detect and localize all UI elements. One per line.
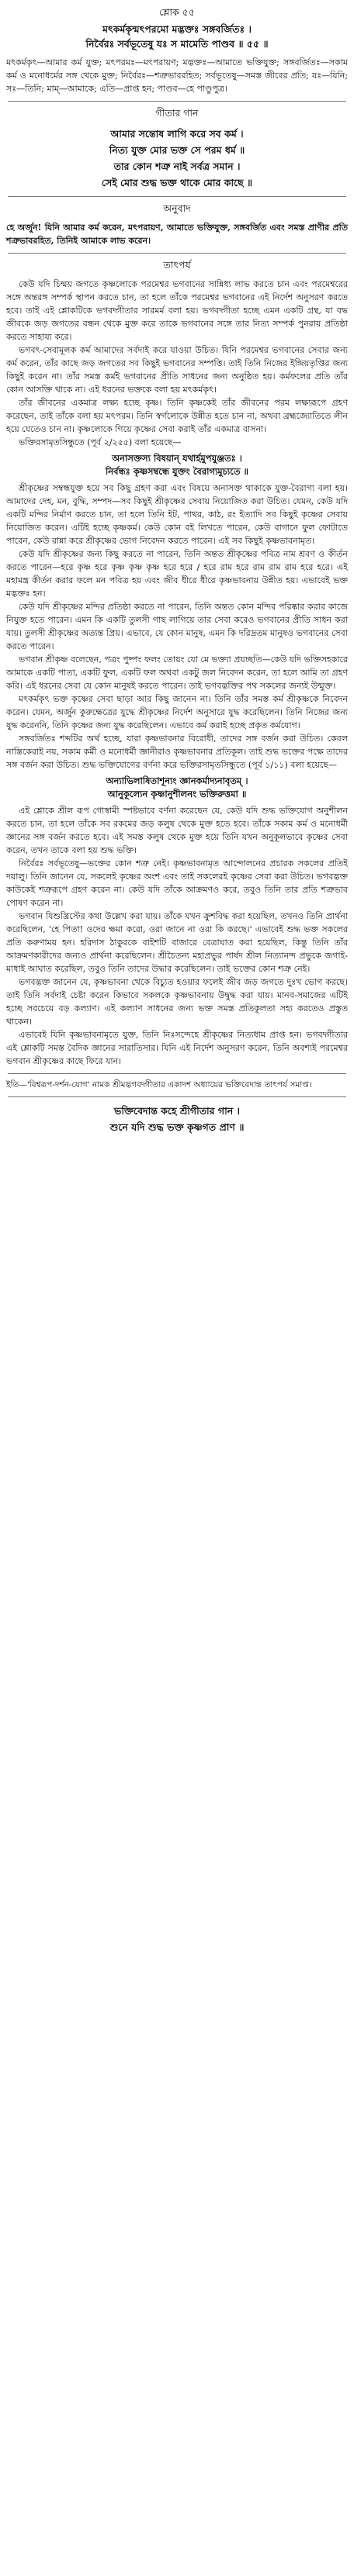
translation-text: হে অর্জুন! যিনি আমার কর্ম করেন, মৎপরায়ণ, আমাতে ভক্তিযুক্ত, সঙ্গবর্জিত এবং সমস্ত প্রাণীর প্রতি শত্রুভাবরহিত, তিনিই আমাকে লাভ করেন। (6, 223, 348, 246)
song-verse (6, 126, 348, 191)
purport-heading: তাৎপর্য (163, 259, 191, 271)
purport-paragraph: ভগবান শ্রীকৃষ্ণ বলেছেন, পত্রং পুষ্পং ফলং তোয়ং যো মে ভক্ত্যা প্রযচ্ছতি—কেউ যদি ভক্তিসহকারে আমাকে একটি পাতা, একটি ফুল, একটি ফল অথবা একটু জল নিবেদন করেন, তা হলে আমি তা গ্রহণ করি। এই ধরনের সেবা যে কোন মানুষই করতে পারেন। তাই ভগবদ্ভক্তির পথ সকলের জন্যই উন্মুক্ত। (6, 654, 348, 691)
song-line: নিত্য যুক্ত মোর ভক্ত সে পরম ধর্ম ॥ (109, 144, 245, 156)
purport-body (6, 804, 348, 1068)
divider (8, 1096, 346, 1097)
song-line: তার কোন শত্রু নাই সর্বত্র সমান । (113, 161, 241, 172)
purport-paragraph: এই শ্লোকে শ্রীল রূপ গোস্বামী স্পষ্টভাবে বর্ণনা করেছেন যে, কেউ যদি শুদ্ধ ভক্তিযোগ অনুশীলন করতে চান, তা হলে তাঁকে সব রকমের জড় কলুষ থেকে মুক্ত হতে হবে। তাঁকে সকাম কর্ম ও মনোধর্মী জ্ঞানের সঙ্গ বর্জন করতে হবে। এই সমস্ত কলুষ থেকে মুক্ত হয়ে তিনি যখন অনুকূলভাবে কৃষ্ণের সেবা করেন, তখন তাকে বলা হয় শুদ্ধ ভক্তি। (6, 806, 348, 855)
purport-paragraph: সঙ্গবর্জিতঃ শব্দটির অর্থ হচ্ছে, যারা কৃষ্ণভাবনার বিরোধী, তাদের সঙ্গ বর্জন করা উচিত। কেবল নাস্তিকেরাই নয়, সকাম কর্মী ও মনোধর্মী জ্ঞানীরাও কৃষ্ণভাবনার প্রতিকূল। তাই শুদ্ধ ভক্তের পক্ষে তাদের সঙ্গ বর্জন করা উচিত। শুদ্ধ ভক্তিযোগের বর্ণনা করে ভক্তিরসামৃতসিন্ধুতে (পূর্ব ১/১১) বলা হয়েছে— (6, 734, 348, 770)
closing-line: ভক্তিবেদান্ত কহে শ্রীগীতার গান । (114, 1105, 240, 1117)
purport-body (6, 278, 348, 449)
word-meanings: মৎকর্মকৃৎ—আমার কর্ম যুক্ত; মৎপরমঃ—মৎপরায়ণ; মদ্ভক্তঃ—আমাতে ভক্তিযুক্ত; সঙ্গবর্জিতঃ—সকাম কর্ম ও মনোধর্মের সঙ্গ থেকে মুক্ত; নির্বৈরঃ—শত্রুভাবরহিত; সর্বভূতেষু—সমস্ত জীবের প্রতি; যঃ—যিনি; সঃ—তিনি; মাম্—আমাকে; এতি—প্রাপ্ত হন; পাণ্ডব—হে পাণ্ডুপুত্র। (6, 57, 348, 94)
purport-paragraph: ভক্তিরসামৃতসিন্ধুতে (পূর্ব ২/২৫৫) বলা হয়েছে— (19, 437, 182, 447)
chapter-footnote: ইতি—'বিশ্বরূপ-দর্শন-যোগ' নামক শ্রীমদ্ভগবদ্গীতার একাদশ অধ্যায়ের ভক্তিবেদান্ত তাৎপর্য সমাপ্ত। (6, 1080, 312, 1089)
quote-line: আনুকূল্যেন কৃষ্ণানুশীলনং ভক্তিরুত্তমা ॥ (107, 789, 247, 799)
divider (8, 253, 346, 254)
closing-verse (6, 1103, 348, 1135)
song-line: সেই মোর শুদ্ধ ভক্ত থাকে মোর কাছে ॥ (101, 177, 253, 188)
purport-paragraph: নির্বৈরঃ সর্বভূতেষু—ভক্তের কোন শত্রু নেই। কৃষ্ণভাবনামৃত আন্দোলনের প্রচারক সকলের প্রতিই দয়ালু। তিনি জানেন যে, সকলেই কৃষ্ণের অংশ এবং তাই সকলেরই কৃষ্ণের সেবা করা উচিত। ভগবদ্ভক্ত কাউকেই শত্রুরূপে গ্রহণ করেন না। কেউ যদি তাঁকে আক্রমণও করে, তবুও তিনি তার প্রতি শত্রুভাব পোষণ করেন না। (6, 858, 348, 908)
purport-paragraph: মৎকর্মকৃৎ ভক্ত কৃষ্ণের সেবা ছাড়া আর কিছু জানেন না। তিনি তাঁর সমস্ত কর্ম শ্রীকৃষ্ণকে নিবেদন করেন। যেমন, অর্জুন কুরুক্ষেত্রের যুদ্ধে শ্রীকৃষ্ণের নির্দেশ অনুসারে যুদ্ধ করেছিলেন। তিনি নিজের জন্য যুদ্ধ করেননি, তিনি কৃষ্ণের জন্য যুদ্ধ করেছিলেন। এভাবে কর্ম করাই হচ্ছে প্রকৃত কর্মযোগ। (6, 694, 348, 730)
divider (8, 1073, 346, 1074)
purport-paragraph: কেউ যদি শ্রীকৃষ্ণের জন্য কিছু করতে না পারেন, তিনি অন্তত শ্রীকৃষ্ণের পবিত্র নাম শ্রবণ ও কীর্তন করতে পারেন—হরে কৃষ্ণ হরে কৃষ্ণ কৃষ্ণ কৃষ্ণ হরে হরে / হরে রাম হরে রাম রাম রাম হরে হরে। এই মহামন্ত্র কীর্তন করার ফলে মন পবিত্র হয় এবং জীব ধীরে ধীরে কৃষ্ণভাবনায় উন্নীত হয়। এভাবেই ভক্ত মদ্ভক্তঃ হন। (6, 549, 348, 599)
divider (8, 196, 346, 197)
purport-paragraph: শ্রীকৃষ্ণের সম্বন্ধযুক্ত হয়ে সব কিছু গ্রহণ করা এবং বিষয়ে অনাসক্ত থাকাকে যুক্ত-বৈরাগ্য বলা হয়। আমাদের দেহ, মন, বুদ্ধি, সম্পদ—সব কিছুই শ্রীকৃষ্ণের সেবায় নিয়োজিত করা উচিত। যেমন, কেউ যদি একটি মন্দির নির্মাণ করতে চান, তা হলে তিনি ইট, পাথর, কাঠ, রং ইত্যাদি সব কিছুই কৃষ্ণের সেবায় নিয়োজিত করেন। এটিই হচ্ছে কৃষ্ণকর্ম। কেউ কোন বই লিখতে পারেন, কেউ বাগানে ফুল ফোটাতে পারেন, কেউ রান্না করে শ্রীকৃষ্ণের ভোগ নিবেদন করতে পারেন। এই সব কিছুই কৃষ্ণভাবনামৃত। (6, 483, 348, 546)
purport-paragraph: তাঁর জীবনের একমাত্র লক্ষ্য হচ্ছে কৃষ্ণ। তিনি কৃষ্ণকেই তাঁর জীবনের পরম লক্ষ্যরূপে গ্রহণ করেছেন, তাই তাঁকে বলা হয় মৎপরম। তিনি স্বর্গলোকে উন্নীত হতে চান না, অথবা ব্রহ্মজ্যোতিতে লীন হয়ে যেতেও চান না। কৃষ্ণলোকে গিয়ে কৃষ্ণের সেবা করাই তাঁর একমাত্র বাসনা। (6, 398, 348, 434)
quote-line: অন্যাভিলাষিতাশূন্যং জ্ঞানকর্মাদ্যনাবৃতম্ । (106, 775, 248, 786)
verse-line: নির্বৈরঃ সর্বভূতেষু যঃ স মামেতি পাণ্ডব ॥ ৫৫ ॥ (85, 38, 269, 50)
purport-paragraph: কেউ যদি শ্রীকৃষ্ণের মন্দির প্রতিষ্ঠা করতে না পারেন, তিনি অন্তত কোন মন্দির পরিষ্কার করার কাজে নিযুক্ত হতে পারেন। এমন কি একটি তুলসী গাছ লাগিয়ে তার সেবা করেও ভগবানের প্রীতি সাধন করা যায়। তুলসী শ্রীকৃষ্ণের অত্যন্ত প্রিয়। এভাবে, যে কোন মানুষ, এমন কি দরিদ্রতম মানুষও ভগবানের সেবা করতে পারেন। (6, 602, 348, 651)
verse-number: শ্লোক ৫৫ (159, 6, 195, 18)
sanskrit-verse (6, 22, 348, 51)
sanskrit-quote (6, 452, 348, 478)
quote-line: নির্বন্ধঃ কৃষ্ণসম্বন্ধে যুক্তং বৈরাগ্যমুচ্যতে ॥ (106, 466, 248, 477)
purport-paragraph: কেউ যদি চিন্ময় জগতে কৃষ্ণলোকে পরমেশ্বর ভগবানের সান্নিধ্য লাভ করতে চান এবং পরমেশ্বরের সঙ্গে অন্তরঙ্গ সম্পর্ক স্থাপন করতে চান, তা হলে তাঁকে পরমেশ্বর ভগবানের এই নির্দেশ অনুসরণ করতে হবে। তাই এই শ্লোকটিকে ভগবদ্গীতার সারমর্ম বলা হয়। ভগবদ্গীতা হচ্ছে এমন একটি গ্রন্থ, যা বদ্ধ জীবকে জড় জগতের বন্ধন থেকে মুক্ত করে তাকে ভগবানের সঙ্গে তার নিত্য সম্পর্ক পুনরায় প্রতিষ্ঠা করতে সাহায্য করে। (6, 279, 348, 342)
purport-paragraph: ভগবৎ-সেবামূলক কর্ম আমাদের সর্বদাই করে যাওয়া উচিত। যিনি পরমেশ্বর ভগবানের সেবার জন্য কর্ম করেন, তাঁর কাছে জড় জগতের সব কিছুই ভগবানের সম্পত্তি। তাই তিনি নিজের ইন্দ্রিয়তৃপ্তির জন্য কিছুই করেন না। তাঁর সমস্ত কর্মই ভগবানের প্রীতি সাধনের জন্য অনুষ্ঠিত হয়। কর্মফলের প্রতি তাঁর কোন আসক্তি থাকে না। এই ধরনের ভক্তকে বলা হয় মৎকর্মকৃৎ। (6, 345, 348, 395)
purport-body (6, 482, 348, 772)
song-line: আমার সন্তোষ লাগি করে সব কর্ম । (110, 128, 244, 140)
verse-line: মৎকর্মকৃন্মৎপরমো মদ্ভক্তঃ সঙ্গবর্জিতঃ । (102, 23, 252, 35)
closing-line: শুনে যদি শুদ্ধ ভক্ত কৃষ্ণগত প্রাণ ॥ (109, 1121, 245, 1133)
purport-paragraph: ভগবান যিশুখ্রিস্টের কথা উল্লেখ করা যায়। তাঁকে যখন ক্রুশবিদ্ধ করা হয়েছিল, তখনও তিনি প্রার্থনা করেছিলেন, 'হে পিতা! ওদের ক্ষমা করো, ওরা জানে না ওরা কি করছে।' এভাবেই শুদ্ধ ভক্ত সকলের প্রতি করুণাময় হন। হরিদাস ঠাকুরকে বাইশটি বাজারে বেত্রাঘাত করা হয়েছিল, কিন্তু তিনি তাঁর আক্রমণকারীদের জন্যও প্রার্থনা করেছিলেন। শ্রীচৈতন্য মহাপ্রভুর পার্ষদ শ্রীল নিত্যানন্দ প্রভুকে জগাই-মাধাই আঘাত করেছিল, তবুও তিনি তাদের উদ্ধার করেছিলেন। তাই ভক্তের কোন শত্রু নেই। (6, 911, 348, 974)
purport-paragraph: ভগবদ্ভক্ত জানেন যে, কৃষ্ণভাবনা থেকে বিচ্যুত হওয়ার ফলেই জীব জড় জগতে দুঃখ ভোগ করছে। তাই তিনি সর্বদাই চেষ্টা করেন কিভাবে সকলকে কৃষ্ণভাবনায় উদ্বুদ্ধ করা যায়। মানব-সমাজের এটিই হচ্ছে সবচেয়ে বড় কল্যাণ। এই কল্যাণ সাধনের জন্য ভক্ত সমস্ত প্রতিকূলতা সহ্য করতেও প্রস্তুত থাকেন। (6, 977, 348, 1027)
quote-line: অনাসক্তস্য বিষয়ান্ যথার্হমুপযুঞ্জতঃ । (112, 453, 242, 464)
sanskrit-quote (6, 775, 348, 801)
song-heading: গীতার গান (155, 107, 199, 119)
translation-heading: অনুবাদ (163, 202, 191, 214)
divider (8, 101, 346, 102)
purport-paragraph: এভাবেই যিনি কৃষ্ণভাবনামৃতে যুক্ত, তিনি নিঃসন্দেহে শ্রীকৃষ্ণের নিত্যধাম প্রাপ্ত হন। ভগবদ্গীতার এই শ্লোকটি সমস্ত বৈদিক জ্ঞানের সারাতিসার। যিনি এই নির্দেশ অনুসরণ করেন, তিনি অবশ্যই পরমেশ্বর ভগবান শ্রীকৃষ্ণের কাছে ফিরে যান। (6, 1030, 348, 1066)
